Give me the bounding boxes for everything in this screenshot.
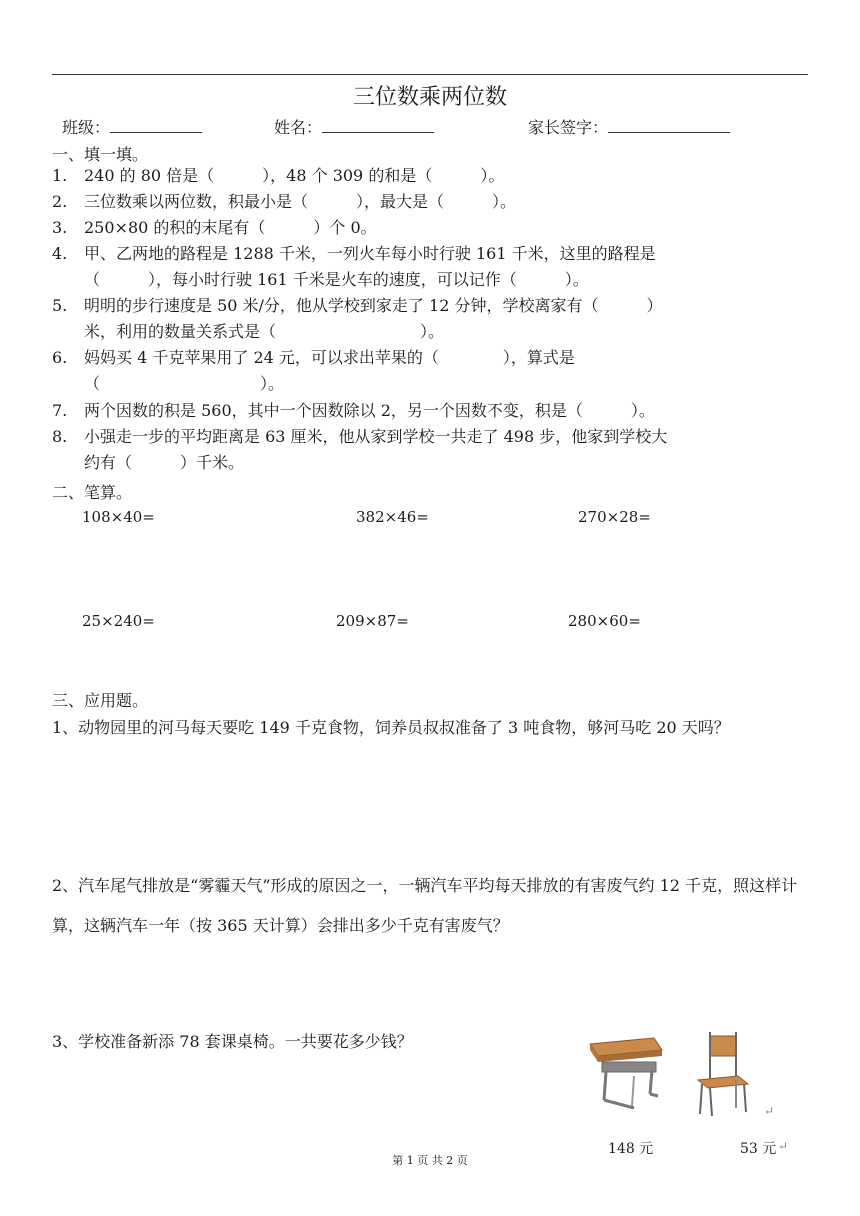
page-footer: 第 1 页 共 2 页: [392, 1154, 468, 1167]
chair-price: 53 元: [740, 1141, 777, 1157]
page-title: 三位数乘两位数: [352, 85, 507, 110]
word-problem-1: 1、动物园里的河马每天要吃 149 千克食物，饲养员叔叔准备了 3 吨食物，够河马吃 20 天吗？: [52, 718, 730, 737]
calc-problem: 382×46=: [356, 508, 429, 526]
top-rule: [52, 74, 808, 75]
chair-image: [690, 1028, 760, 1118]
calc-problem: 209×87=: [336, 612, 409, 630]
section-calc-heading: 二、笔算。: [52, 483, 133, 502]
section-application-heading: 三、应用题。: [52, 691, 149, 710]
section-fill-heading: 一、填一填。: [52, 145, 149, 164]
paragraph-mark-icon: ↵: [778, 1139, 789, 1153]
name-label: 姓名：: [274, 118, 323, 137]
name-field[interactable]: [274, 115, 434, 138]
parent-signature-label: 家长签字：: [528, 118, 609, 137]
word-problem-3: 3、学校准备新添 78 套课桌椅。一共要花多少钱？: [52, 1032, 413, 1051]
parent-signature-field[interactable]: [528, 115, 730, 138]
paragraph-mark-icon: ↵: [764, 1104, 775, 1118]
class-label: 班级：: [62, 118, 111, 137]
calc-problem: 280×60=: [568, 612, 641, 630]
calc-problem: 108×40=: [82, 508, 155, 526]
desk-price: 148 元: [608, 1141, 654, 1157]
desk-image: [584, 1030, 666, 1116]
name-blank[interactable]: [322, 118, 434, 133]
calc-problem: 25×240=: [82, 612, 155, 630]
parent-signature-blank[interactable]: [608, 118, 730, 133]
class-field[interactable]: [62, 115, 202, 138]
class-blank[interactable]: [110, 118, 202, 133]
calc-problem: 270×28=: [578, 508, 651, 526]
word-problem-2: 2、汽车尾气排放是“雾霾天气”形成的原因之一，一辆汽车平均每天排放的有害废气约 12 千克，照这样计算，这辆汽车一年（按 365 天计算）会排出多少千克有害废气？: [52, 876, 798, 935]
